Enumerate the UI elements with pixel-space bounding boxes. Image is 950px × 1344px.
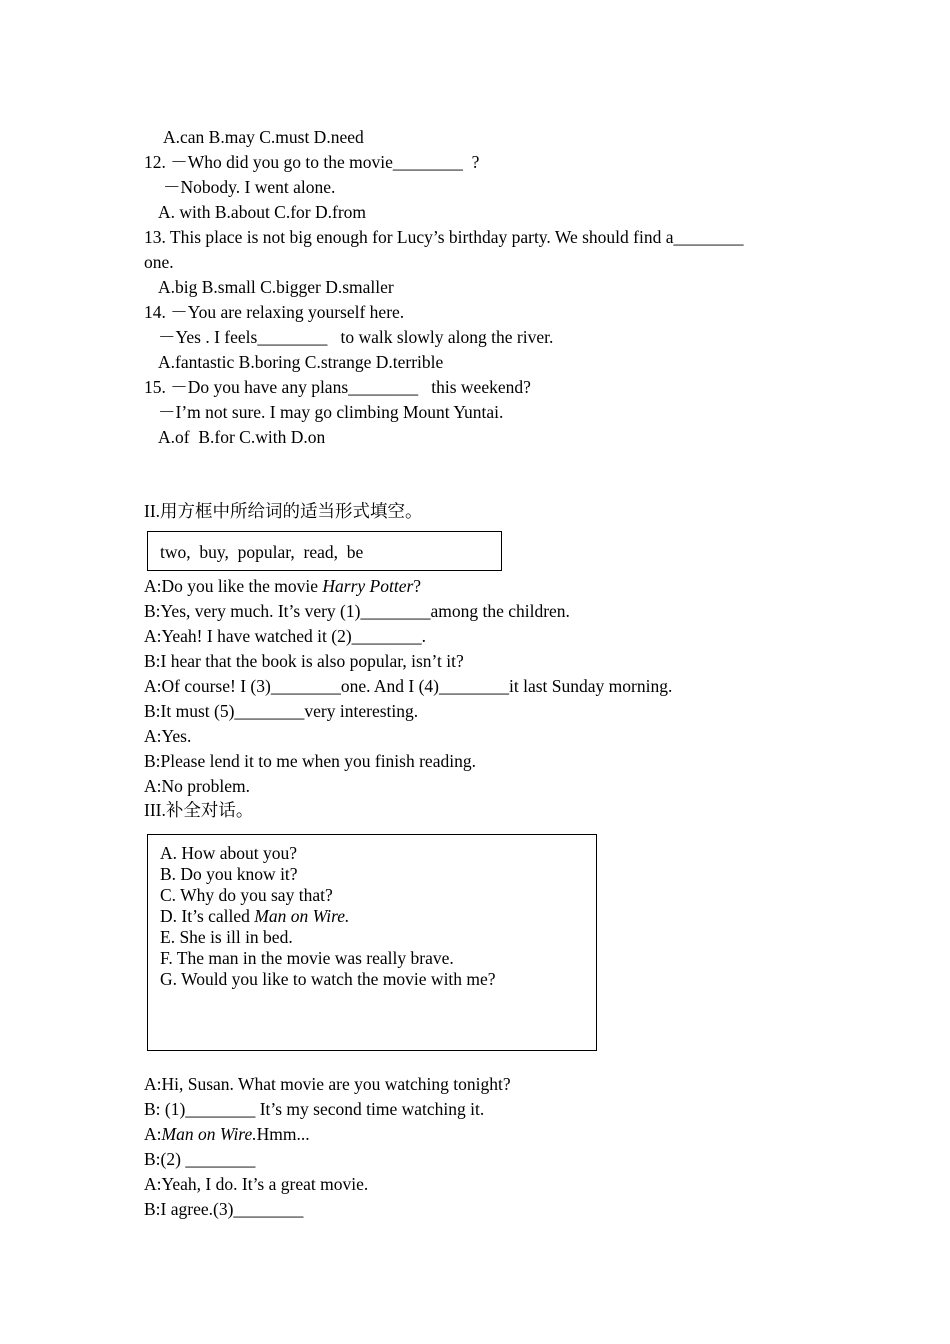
movie-title: Man on Wire.: [161, 1124, 257, 1144]
dialog-line: B:(2) ________: [144, 1149, 256, 1169]
dialog-line: A:Yeah! I have watched it (2)________.: [144, 626, 427, 646]
q12-options: A. with B.about C.for D.from: [158, 202, 367, 222]
q11-options: A.can B.may C.must D.need: [163, 127, 364, 147]
dialog-line: A:Yeah, I do. It’s a great movie.: [144, 1174, 369, 1194]
dialog-line: A:Man on Wire.Hmm...: [144, 1124, 310, 1144]
q14-options: A.fantastic B.boring C.strange D.terrible: [158, 352, 444, 372]
q15-options: A.of B.for C.with D.on: [158, 427, 326, 447]
option-a: A. How about you?: [160, 843, 298, 863]
word-box: [147, 531, 502, 571]
q13-question-line2: one.: [144, 252, 174, 272]
dialog-line: A:Hi, Susan. What movie are you watching tonight?: [144, 1074, 511, 1094]
option-d: D. It’s called Man on Wire.: [160, 906, 350, 926]
option-g: G. Would you like to watch the movie with me?: [160, 969, 496, 989]
q12-answer: －Nobody. I went alone.: [163, 177, 336, 197]
dialog-line: A:Do you like the movie Harry Potter?: [144, 576, 422, 596]
word-box-text: two, buy, popular, read, be: [160, 542, 364, 562]
q13-question-line1: 13. This place is not big enough for Lucy’s birthday party. We should find a________: [144, 227, 744, 247]
q15-answer: －I’m not sure. I may go climbing Mount Yuntai.: [158, 402, 504, 422]
q14-answer: －Yes . I feels________ to walk slowly along the river.: [158, 327, 554, 347]
option-c: C. Why do you say that?: [160, 885, 333, 905]
movie-title: Harry Potter: [322, 576, 414, 596]
dialog-line: B:It must (5)________very interesting.: [144, 701, 419, 721]
option-b: B. Do you know it?: [160, 864, 298, 884]
options-box: [147, 834, 597, 1051]
dialog-line: A:Of course! I (3)________one. And I (4)________it last Sunday morning.: [144, 676, 673, 696]
dialog-line: A:No problem.: [144, 776, 250, 796]
q13-options: A.big B.small C.bigger D.smaller: [158, 277, 394, 297]
dialog-line: B:Yes, very much. It’s very (1)________among the children.: [144, 601, 570, 621]
q15-question: 15. －Do you have any plans________ this weekend?: [144, 377, 531, 397]
section3-heading: III.补全对话。: [144, 800, 254, 820]
dialog-line: B:Please lend it to me when you finish reading.: [144, 751, 476, 771]
dialog-line: B:I agree.(3)________: [144, 1199, 304, 1219]
q12-question: 12. －Who did you go to the movie________ ?: [144, 152, 480, 172]
dialog-line: B: (1)________ It’s my second time watching it.: [144, 1099, 485, 1119]
section2-heading: II.用方框中所给词的适当形式填空。: [144, 501, 423, 521]
q14-question: 14. －You are relaxing yourself here.: [144, 302, 405, 322]
option-e: E. She is ill in bed.: [160, 927, 293, 947]
option-f: F. The man in the movie was really brave.: [160, 948, 454, 968]
dialog-line: A:Yes.: [144, 726, 192, 746]
movie-title: Man on Wire.: [254, 906, 350, 926]
dialog-line: B:I hear that the book is also popular, isn’t it?: [144, 651, 464, 671]
